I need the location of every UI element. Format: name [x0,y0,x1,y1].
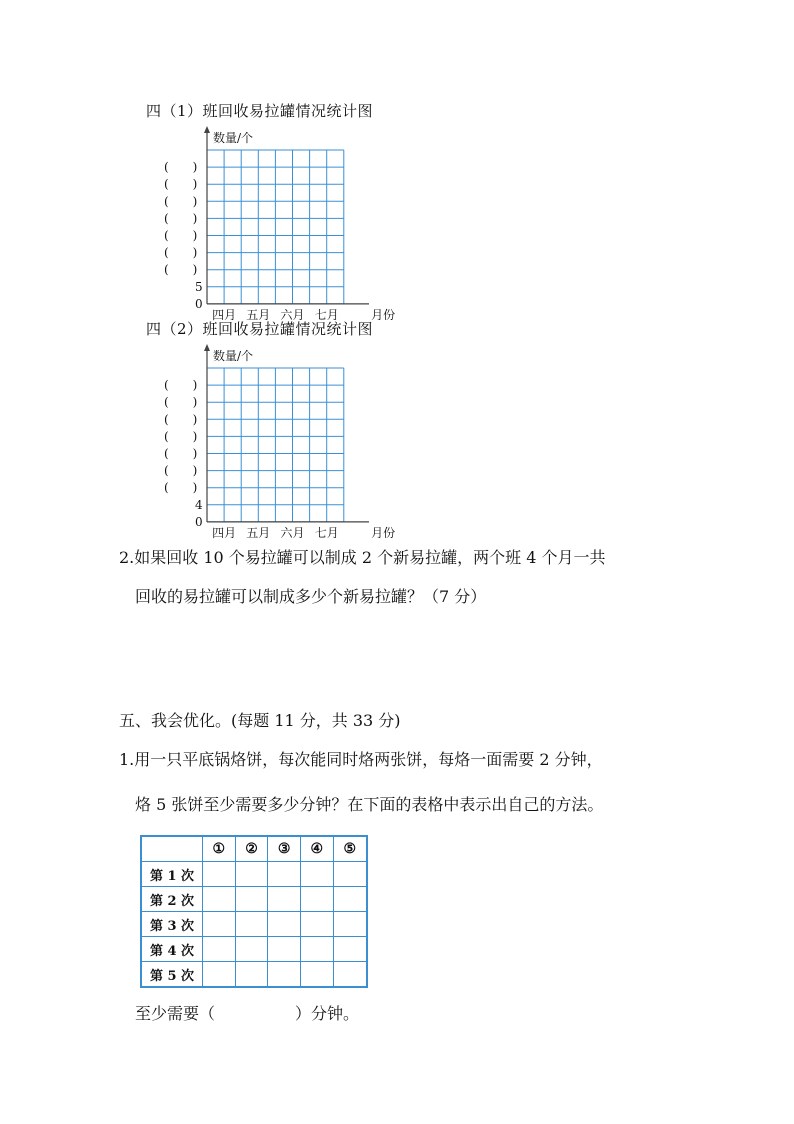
y-tick-blank: ( ) [164,412,198,427]
y-tick-blank: ( ) [164,177,198,192]
y-tick-first: 4 [195,497,203,512]
table-row [141,912,367,937]
chart2 [150,343,410,540]
y-axis-arrow [204,126,210,133]
row-header: 第 4 次 [141,937,203,962]
y-tick-blank: ( ) [164,245,198,260]
x-tick-label: 七月 [314,525,339,540]
table-cell[interactable] [300,912,333,937]
table-row [141,937,367,962]
table-cell[interactable] [203,912,236,937]
pancake-table [140,835,368,988]
table-cell[interactable] [203,862,236,887]
table-cell[interactable] [333,912,367,937]
row-header: 第 3 次 [141,912,203,937]
chart1-title: 四（1）班回收易拉罐情况统计图 [146,102,374,120]
table-cell[interactable] [203,962,236,988]
y-tick-blank: ( ) [164,446,198,461]
y-tick-blank: ( ) [164,160,198,175]
table-cell[interactable] [268,887,301,912]
x-tick-label: 四月 [212,307,237,322]
table-cell[interactable] [333,862,367,887]
row-header: 第 5 次 [141,962,203,988]
table-header-row [141,836,367,862]
y-tick-blank: ( ) [164,228,198,243]
table-cell[interactable] [333,962,367,988]
section5-q1-line2: 烙 5 张饼至少需要多少分钟？在下面的表格中表示出自己的方法。 [135,795,604,814]
chart2-title: 四（2）班回收易拉罐情况统计图 [146,320,374,338]
question-2-line1: 2.如果回收 10 个易拉罐可以制成 2 个新易拉罐，两个班 4 个月一共 [119,548,606,567]
y-tick-blank: ( ) [164,194,198,209]
table-cell[interactable] [333,887,367,912]
table-cell[interactable] [203,887,236,912]
y-tick-blank: ( ) [164,211,198,226]
x-axis-label: 月份 [371,307,396,322]
y-tick-blank: ( ) [164,395,198,410]
section5-q1-line1: 1.用一只平底锅烙饼，每次能同时烙两张饼，每烙一面需要 2 分钟， [119,750,603,769]
col-header: ⑤ [333,836,367,862]
y-tick-origin: 0 [195,514,203,529]
table-cell[interactable] [235,912,268,937]
chart1 [150,125,410,322]
table-corner [141,836,203,862]
table-cell[interactable] [268,862,301,887]
y-axis-label: 数量/个 [213,349,254,363]
row-header: 第 1 次 [141,862,203,887]
y-tick-first: 5 [195,279,203,294]
col-header: ② [235,836,268,862]
table-row [141,862,367,887]
col-header: ① [203,836,236,862]
x-axis-label: 月份 [371,525,396,540]
table-row [141,887,367,912]
y-tick-origin: 0 [195,296,203,311]
row-header: 第 2 次 [141,887,203,912]
x-tick-label: 六月 [280,307,305,322]
table-cell[interactable] [203,937,236,962]
y-tick-blank: ( ) [164,429,198,444]
answer-line: 至少需要（ ）分钟。 [135,1004,360,1023]
table-cell[interactable] [235,887,268,912]
table-cell[interactable] [300,962,333,988]
col-header: ③ [268,836,301,862]
table-cell[interactable] [333,937,367,962]
table-cell[interactable] [268,962,301,988]
y-tick-blank: ( ) [164,480,198,495]
x-tick-label: 五月 [246,525,271,540]
table-cell[interactable] [300,887,333,912]
y-tick-blank: ( ) [164,378,198,393]
x-tick-label: 五月 [246,307,271,322]
y-tick-blank: ( ) [164,262,198,277]
question-2-line2: 回收的易拉罐可以制成多少个新易拉罐？（7 分） [135,587,487,606]
table-cell[interactable] [300,862,333,887]
table-cell[interactable] [268,937,301,962]
table-cell[interactable] [300,937,333,962]
table-row [141,962,367,988]
x-tick-label: 七月 [314,307,339,322]
table-cell[interactable] [235,962,268,988]
section5-heading: 五、我会优化。(每题 11 分，共 33 分) [119,711,401,730]
table-cell[interactable] [235,862,268,887]
x-tick-label: 四月 [212,525,237,540]
y-axis-arrow [204,344,210,351]
col-header: ④ [300,836,333,862]
table-cell[interactable] [268,912,301,937]
y-axis-label: 数量/个 [213,131,254,145]
x-tick-label: 六月 [280,525,305,540]
y-tick-blank: ( ) [164,463,198,478]
table-cell[interactable] [235,937,268,962]
